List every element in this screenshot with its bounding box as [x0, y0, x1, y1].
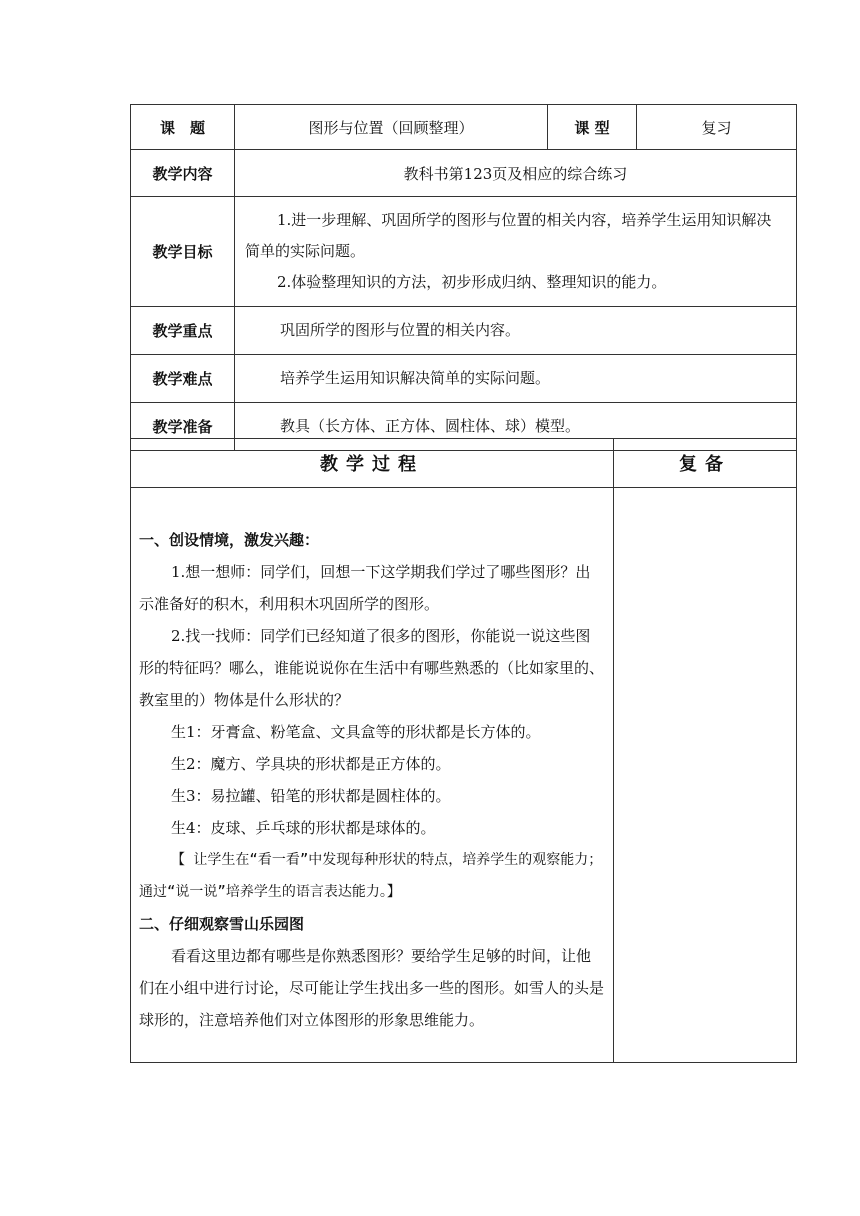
difficulty-value: 培养学生运用知识解决简单的实际问题。 [235, 355, 797, 403]
teaching-process-table [130, 438, 797, 1063]
goal-2: 2.体验整理知识的方法，初步形成归纳、整理知识的能力。 [277, 273, 667, 291]
goals-label: 教学目标 [131, 197, 235, 307]
goals-row [131, 197, 797, 307]
topic-label: 课 题 [131, 105, 235, 150]
student-answer-4: 生4：皮球、乒乓球的形状都是球体的。 [171, 819, 436, 837]
topic-value: 图形与位置（回顾整理） [235, 105, 548, 150]
section-heading-2: 二、仔细观察雪山乐园图 [139, 915, 305, 933]
focus-row [131, 307, 797, 355]
focus-value: 巩固所学的图形与位置的相关内容。 [235, 307, 797, 355]
student-answer-3: 生3：易拉罐、铅笔的形状都是圆柱体的。 [171, 787, 451, 805]
step-find: 2.找一找师：同学们已经知道了很多的图形，你能说一说这些图形的特征吗？哪么，谁能说说你在生活中有哪些熟悉的（比如家里的、教室里的）物体是什么形状的？ [139, 627, 605, 709]
student-answer-1: 生1：牙膏盒、粉笔盒、文具盒等的形状都是长方体的。 [171, 723, 541, 741]
lesson-info-table [130, 104, 797, 451]
topic-row [131, 105, 797, 150]
process-header: 教学过程 [131, 439, 614, 488]
observation-paragraph: 看看这里边都有哪些是你熟悉图形？要给学生足够的时间，让他们在小组中进行讨论，尽可能让学生找出多一些的图形。如雪人的头是球形的，注意培养他们对立体图形的形象思维能力。 [139, 947, 605, 1029]
review-header: 复备 [614, 439, 797, 488]
prep-label: 教学准备 [131, 403, 235, 451]
process-header-row [131, 439, 797, 488]
content-label: 教学内容 [131, 150, 235, 197]
review-notes-cell [614, 488, 797, 1063]
content-value: 教科书第123页及相应的综合练习 [235, 150, 797, 197]
process-content [131, 488, 614, 1063]
focus-label: 教学重点 [131, 307, 235, 355]
content-row [131, 150, 797, 197]
difficulty-label: 教学难点 [131, 355, 235, 403]
teaching-note: 【 让学生在“看一看”中发现每种形状的特点，培养学生的观察能力；通过“说一说”培养学生的语言表达能力。】 [139, 852, 603, 900]
section-heading-1: 一、创设情境，激发兴趣： [139, 531, 320, 549]
type-value: 复习 [637, 105, 797, 150]
type-label: 课 型 [548, 105, 637, 150]
goal-1: 1.进一步理解、巩固所学的图形与位置的相关内容，培养学生运用知识解决简单的实际问题。 [245, 211, 772, 260]
goals-cell [235, 197, 797, 307]
prep-value: 教具（长方体、正方体、圆柱体、球）模型。 [235, 403, 797, 451]
process-body-row [131, 488, 797, 1063]
difficulty-row [131, 355, 797, 403]
step-think: 1.想一想师：同学们，回想一下这学期我们学过了哪些图形？出示准备好的积木，利用积木巩固所学的图形。 [139, 563, 591, 613]
student-answer-2: 生2：魔方、学具块的形状都是正方体的。 [171, 755, 451, 773]
